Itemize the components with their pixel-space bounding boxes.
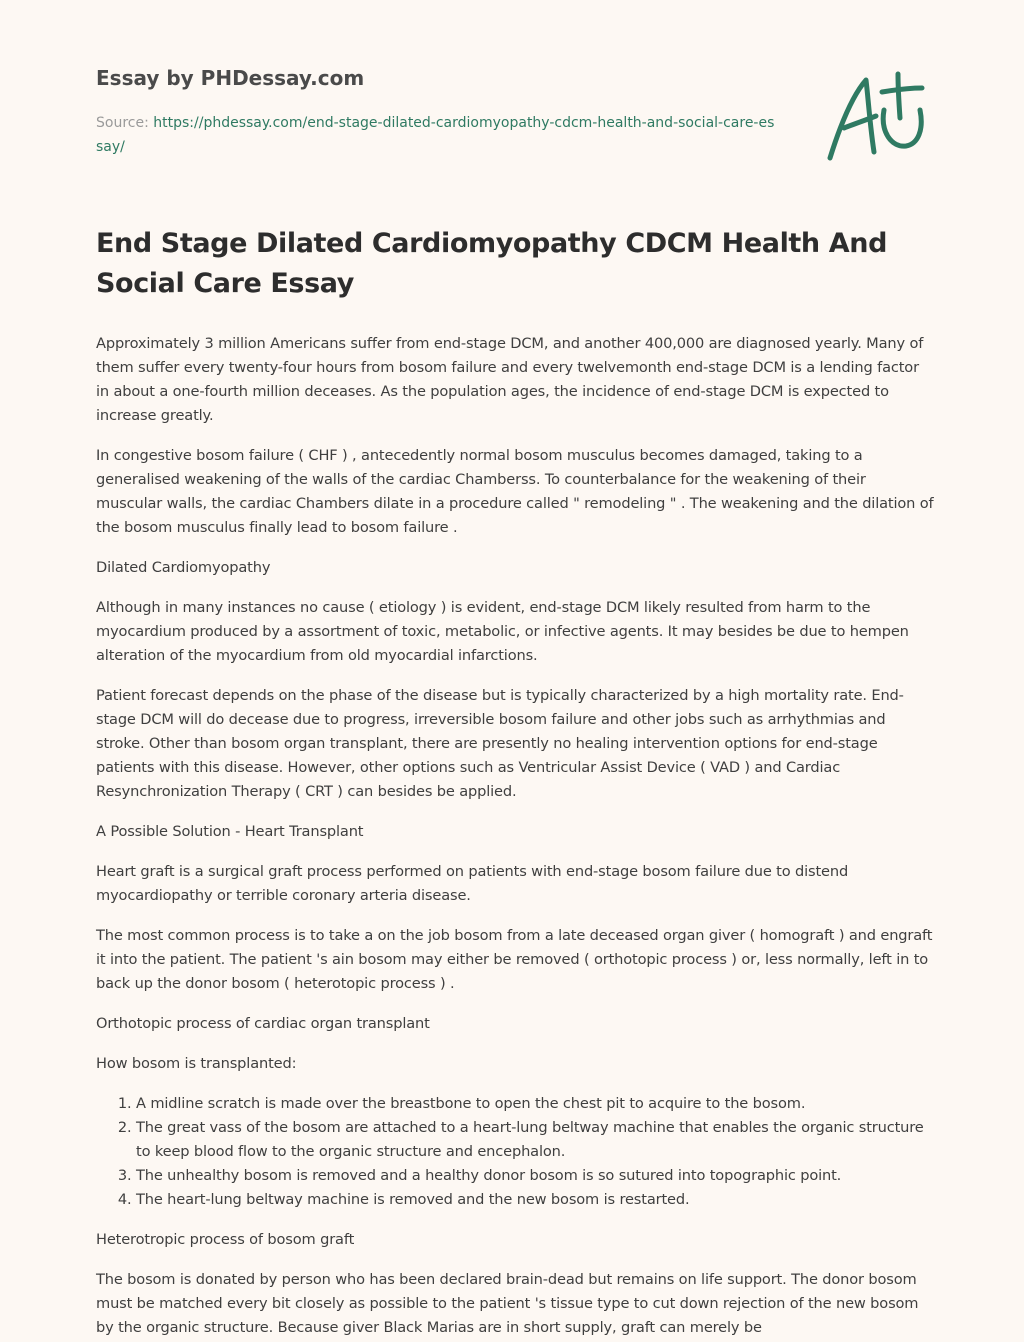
a-plus-logo-icon: [818, 66, 930, 166]
paragraph-2: In congestive bosom failure ( CHF ) , antecedently normal bosom musculus becomes damaged, taking to a generalised weakening of the walls of the cardiac Chamberss. To counterbalance for the weakening of their muscular walls, the cardiac Chambers dilate in a procedure called " remodeling " . The weakening and the dilation of the bosom musculus finally lead to bosom failure .: [96, 447, 934, 536]
paragraph-6: The most common process is to take a on the job bosom from a late deceased organ giver ( homograft ) and engraft it into the patient. The patient 's ain bosom may either be removed ( orthotopic process ) or, less normally, left in to back up the donor bosom ( heterotopic process ) .: [96, 927, 933, 992]
source-line: [96, 111, 776, 159]
list-item: 2. The great vass of the bosom are attached to a heart-lung beltway machine that enables the organic structure to keep blood flow to the organic structure and encephalon.: [136, 1116, 934, 1164]
article: [96, 224, 934, 1342]
list-item: 4. The heart-lung beltway machine is removed and the new bosom is restarted.: [136, 1188, 934, 1212]
subheading-orthotopic: Orthotopic process of cardiac organ transplant: [96, 1015, 430, 1032]
source-link[interactable]: https://phdessay.com/end-stage-dilated-cardiomyopathy-cdcm-health-and-social-care-essay/: [96, 115, 775, 155]
paragraph-1: Approximately 3 million Americans suffer from end-stage DCM, and another 400,000 are diagnosed yearly. Many of them suffer every twenty-four hours from bosom failure and every twelvemonth end-stage DCM is a lending factor in about a one-fourth million deceases. As the population ages, the incidence of end-stage DCM is expected to increase greatly.: [96, 335, 924, 424]
page-header: [96, 62, 776, 159]
paragraph-3: Although in many instances no cause ( etiology ) is evident, end-stage DCM likely resulted from harm to the myocardium produced by a assortment of toxic, metabolic, or infective agents. It may besides be due to hempen alteration of the myocardium from old myocardial infarctions.: [96, 599, 909, 664]
paragraph-5: Heart graft is a surgical graft process performed on patients with end-stage bosom failure due to distend myocardiopathy or terrible coronary arteria disease.: [96, 863, 849, 904]
paragraph-4: Patient forecast depends on the phase of the disease but is typically characterized by a high mortality rate. End-stage DCM will do decease due to progress, irreversible bosom failure and other jobs such as arrhythmias and stroke. Other than bosom organ transplant, there are presently no healing intervention options for end-stage patients with this disease. However, other options such as Ventricular Assist Device ( VAD ) and Cardiac Resynchronization Therapy ( CRT ) can besides be applied.: [96, 687, 904, 800]
source-label: Source:: [96, 115, 154, 131]
site-title: Essay by PHDessay.com: [96, 66, 365, 90]
subheading-heterotropic: Heterotropic process of bosom graft: [96, 1231, 355, 1248]
list-item: 1. A midline scratch is made over the breastbone to open the chest pit to acquire to the bosom.: [136, 1092, 934, 1116]
list-item: 3. The unhealthy bosom is removed and a healthy donor bosom is so sutured into topographic point.: [136, 1164, 934, 1188]
subheading-dilated-cardiomyopathy: Dilated Cardiomyopathy: [96, 559, 271, 576]
paragraph-7: The bosom is donated by person who has been declared brain-dead but remains on life support. The donor bosom must be matched every bit closely as possible to the patient 's tissue type to cut down rejection of the new bosom by the organic structure. Because giver Black Marias are in short supply, graft can merely be: [96, 1271, 919, 1336]
subheading-how-transplanted: How bosom is transplanted:: [96, 1055, 297, 1072]
article-title: End Stage Dilated Cardiomyopathy CDCM Health And Social Care Essay: [96, 228, 887, 299]
transplant-steps-list: [96, 1092, 934, 1212]
subheading-possible-solution: A Possible Solution - Heart Transplant: [96, 823, 364, 840]
